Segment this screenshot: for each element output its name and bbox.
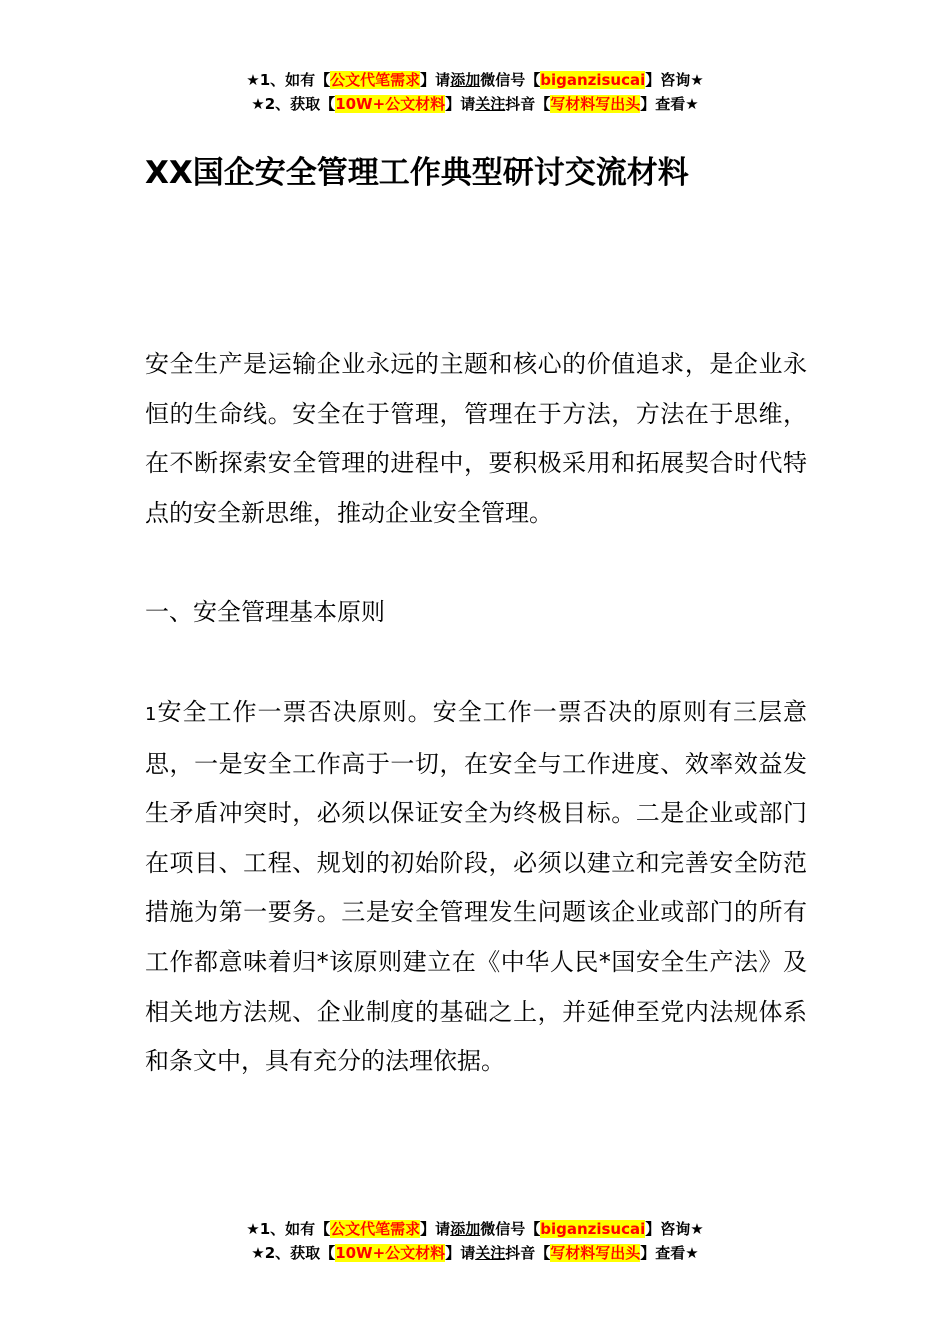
banner-text: ★1、如有【 [246, 71, 331, 89]
item-text: 安全工作一票否决原则。安全工作一票否决的原则有三层意思，一是安全工作高于一切，在安全与工作进度、效率效益发生矛盾冲突时，必须以保证安全为终极目标。二是企业或部门在项目、工程、规划的初始阶段，必须以建立和完善安全防范措施为第一要务。三是安全管理发生问题该企业或部门的所有工作都意味着归*该原则建立在《中华人民*国安全生产法》及相关地方法规、企业制度的基础之上，并延伸至党内法规体系和条文中，具有充分的法理依据。 [145, 698, 807, 1076]
banner-text: 】请 [420, 1220, 451, 1238]
banner-text: 】请 [420, 71, 451, 89]
banner-text: 添加 [450, 1220, 481, 1238]
banner-text: 】请 [445, 95, 476, 113]
banner-text: 】查看★ [640, 1244, 699, 1262]
banner-text: 】请 [445, 1244, 476, 1262]
footer-banner [0, 1217, 950, 1265]
banner-text: 抖音【 [505, 1244, 551, 1262]
banner-text: 】咨询★ [645, 71, 704, 89]
banner-text: ★1、如有【 [246, 1220, 331, 1238]
banner-wechat-id: biganzisucai [540, 1220, 646, 1238]
banner-line-2 [0, 1241, 950, 1265]
banner-highlight: 写材料写出头 [550, 1244, 641, 1262]
item-paragraph [145, 688, 807, 1087]
banner-text: 添加 [450, 71, 481, 89]
banner-text: ★2、获取【 [251, 95, 336, 113]
banner-text: 】查看★ [640, 95, 699, 113]
banner-highlight: 公文代笔需求 [330, 71, 421, 89]
banner-highlight: 10W+公文材料 [335, 95, 446, 113]
banner-text: 抖音【 [505, 95, 551, 113]
banner-text: 关注 [475, 1244, 506, 1262]
banner-text: 微信号【 [480, 71, 541, 89]
section-heading: 一、安全管理基本原则 [145, 598, 385, 626]
banner-wechat-id: biganzisucai [540, 71, 646, 89]
banner-highlight: 写材料写出头 [550, 95, 641, 113]
banner-line-2 [0, 92, 950, 116]
banner-text: ★2、获取【 [251, 1244, 336, 1262]
header-banner [0, 68, 950, 116]
intro-paragraph: 安全生产是运输企业永远的主题和核心的价值追求，是企业永恒的生命线。安全在于管理，管理在于方法，方法在于思维，在不断探索安全管理的进程中，要积极采用和拓展契合时代特点的安全新思维，推动企业安全管理。 [145, 350, 807, 527]
item-number: 1 [145, 704, 157, 725]
banner-line-1 [0, 1217, 950, 1241]
banner-text: 微信号【 [480, 1220, 541, 1238]
banner-text: 】咨询★ [645, 1220, 704, 1238]
banner-highlight: 公文代笔需求 [330, 1220, 421, 1238]
banner-line-1 [0, 68, 950, 92]
banner-text: 关注 [475, 95, 506, 113]
banner-highlight: 10W+公文材料 [335, 1244, 446, 1262]
document-title: XX国企安全管理工作典型研讨交流材料 [145, 155, 689, 191]
